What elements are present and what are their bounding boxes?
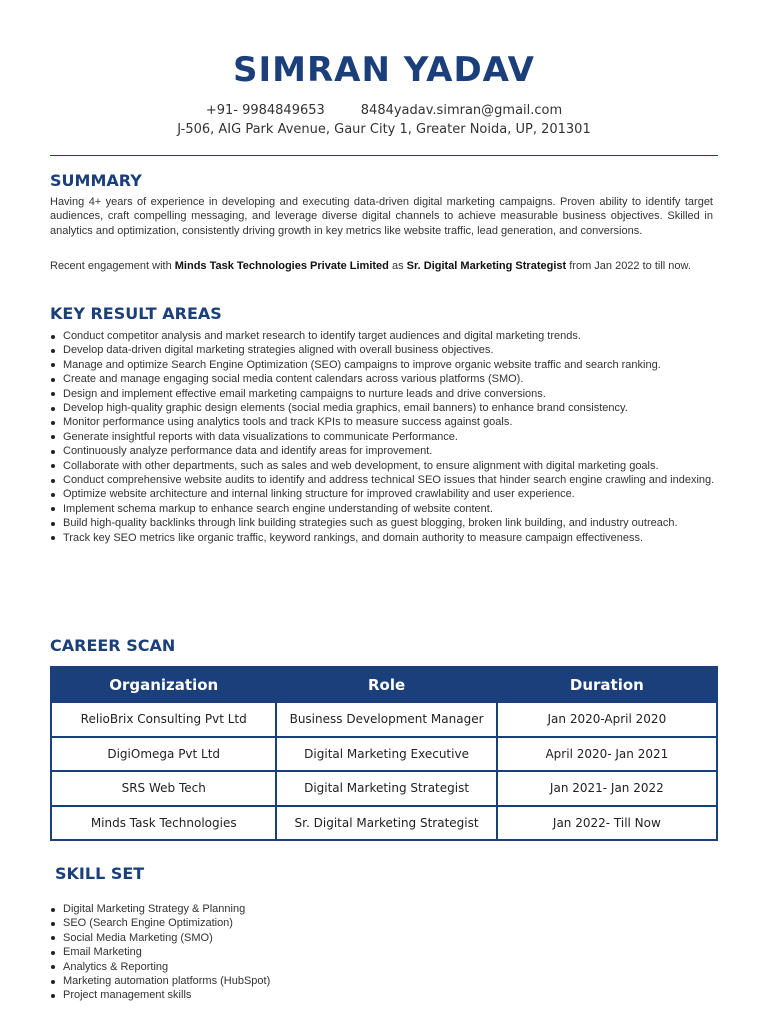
email-address: 8484yadav.simran@gmail.com: [360, 103, 563, 118]
recent-suffix: from Jan 2022 to till now.: [566, 260, 691, 272]
cell-organization: Minds Task Technologies: [51, 806, 276, 841]
list-item: Manage and optimize Search Engine Optimization (SEO) campaigns to improve organic website traffic and search ranking.: [50, 358, 718, 372]
summary-heading: SUMMARY: [50, 171, 142, 190]
list-item: Project management skills: [50, 988, 718, 1002]
recent-mid: as: [388, 260, 407, 272]
cell-duration: Jan 2022- Till Now: [497, 806, 717, 841]
cell-role: Sr. Digital Marketing Strategist: [276, 806, 496, 841]
career-heading: CAREER SCAN: [50, 636, 176, 655]
cell-role: Digital Marketing Executive: [276, 737, 496, 772]
table-row: [51, 702, 717, 737]
list-item: Monitor performance using analytics tools and track KPIs to measure success against goals.: [50, 415, 718, 429]
table-row: [51, 737, 717, 772]
list-item: Build high-quality backlinks through link building strategies such as guest blogging, broken link building, and industry outreach.: [50, 516, 718, 530]
list-item: Track key SEO metrics like organic traffic, keyword rankings, and domain authority to measure campaign effectiveness.: [50, 531, 718, 545]
summary-text: Having 4+ years of experience in developing and executing data-driven digital marketing campaigns. Proven ability to identify target audiences, craft compelling messaging, and leverage diverse digital channels to achieve measurable business objectives. Skilled in analytics and optimization, consistently driving growth in key metrics like website traffic, lead generation, and conversions.: [50, 196, 713, 237]
column-header-duration: Duration: [497, 667, 717, 702]
list-item: Optimize website architecture and internal linking structure for improved crawlability and user experience.: [50, 487, 718, 501]
list-item: Email Marketing: [50, 945, 718, 959]
skill-heading: SKILL SET: [55, 864, 145, 883]
contact-line: [0, 103, 768, 118]
list-item: Digital Marketing Strategy & Planning: [50, 902, 718, 916]
list-item: Continuously analyze performance data and identify areas for improvement.: [50, 444, 718, 458]
skill-list: [50, 902, 718, 1003]
list-item: SEO (Search Engine Optimization): [50, 916, 718, 930]
list-item: Design and implement effective email marketing campaigns to nurture leads and drive conversions.: [50, 387, 718, 401]
kra-list: [50, 329, 718, 545]
cell-role: Digital Marketing Strategist: [276, 771, 496, 806]
list-item: Develop high-quality graphic design elements (social media graphics, email banners) to enhance brand consistency.: [50, 401, 718, 415]
cell-role: Business Development Manager: [276, 702, 496, 737]
cell-duration: Jan 2021- Jan 2022: [497, 771, 717, 806]
cell-organization: DigiOmega Pvt Ltd: [51, 737, 276, 772]
phone-number: +91- 9984849653: [205, 103, 325, 118]
table-row: [51, 806, 717, 841]
list-item: Develop data-driven digital marketing strategies aligned with overall business objectives.: [50, 343, 718, 357]
list-item: Create and manage engaging social media content calendars across various platforms (SMO).: [50, 372, 718, 386]
list-item: Marketing automation platforms (HubSpot): [50, 974, 718, 988]
table-header-row: [51, 667, 717, 702]
table-row: [51, 771, 717, 806]
career-table: [50, 666, 718, 841]
list-item: Conduct competitor analysis and market research to identify target audiences and digital marketing trends.: [50, 329, 718, 343]
list-item: Conduct comprehensive website audits to identify and address technical SEO issues that hinder search engine crawling and indexing.: [50, 473, 718, 487]
list-item: Collaborate with other departments, such as sales and web development, to ensure alignment with digital marketing goals.: [50, 459, 718, 473]
list-item: Analytics & Reporting: [50, 960, 718, 974]
column-header-organization: Organization: [51, 667, 276, 702]
candidate-name: SIMRAN YADAV: [233, 50, 535, 90]
kra-heading: KEY RESULT AREAS: [50, 304, 222, 323]
cell-organization: SRS Web Tech: [51, 771, 276, 806]
cell-duration: Jan 2020-April 2020: [497, 702, 717, 737]
recent-engagement: [50, 261, 713, 272]
list-item: Generate insightful reports with data visualizations to communicate Performance.: [50, 430, 718, 444]
list-item: Social Media Marketing (SMO): [50, 931, 718, 945]
cell-organization: RelioBrix Consulting Pvt Ltd: [51, 702, 276, 737]
recent-role: Sr. Digital Marketing Strategist: [406, 260, 567, 272]
cell-duration: April 2020- Jan 2021: [497, 737, 717, 772]
recent-company: Minds Task Technologies Private Limited: [174, 260, 389, 272]
list-item: Implement schema markup to enhance search engine understanding of website content.: [50, 502, 718, 516]
column-header-role: Role: [276, 667, 496, 702]
postal-address: J-506, AIG Park Avenue, Gaur City 1, Greater Noida, UP, 201301: [177, 122, 591, 137]
recent-prefix: Recent engagement with: [50, 260, 175, 272]
header-divider: [50, 155, 718, 156]
